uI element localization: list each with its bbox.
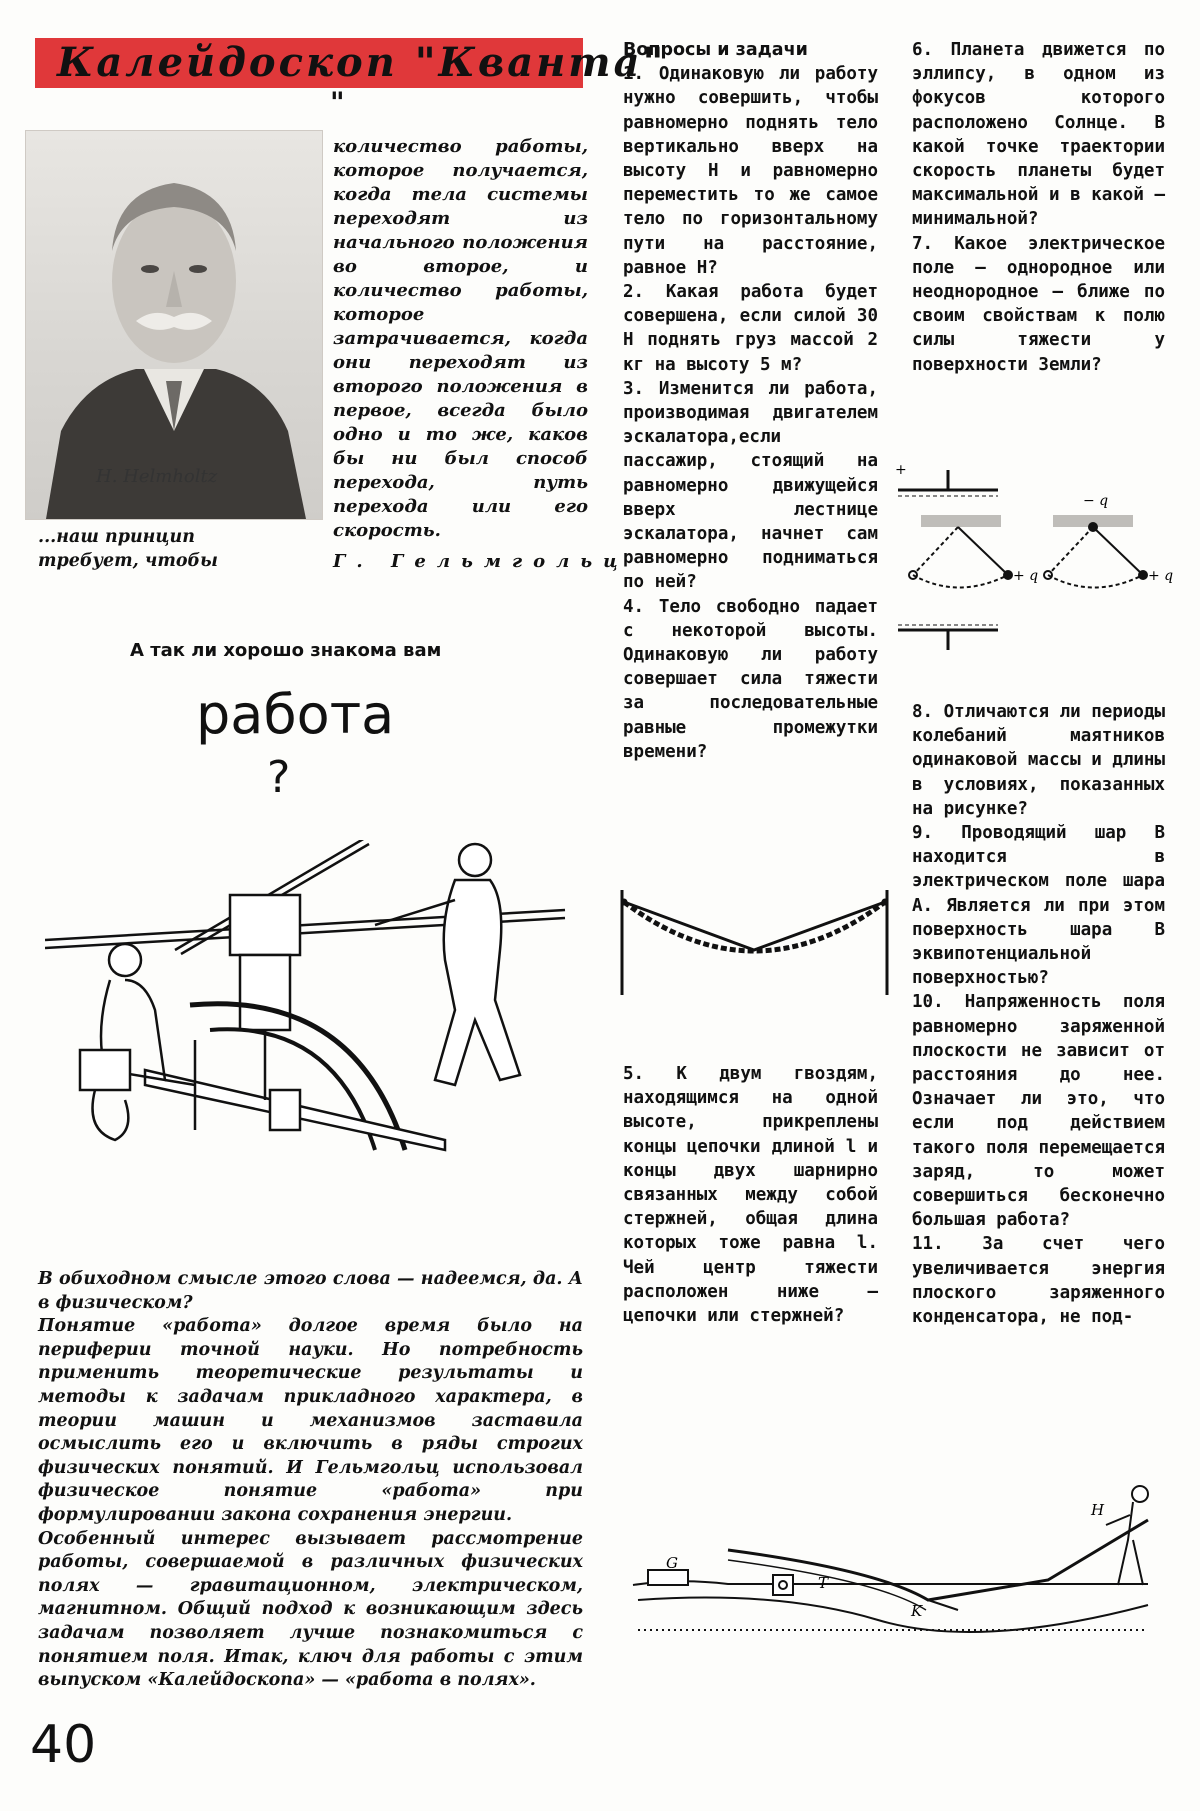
portrait-drawing <box>26 131 322 519</box>
body-paragraph: Понятие «работа» долгое время было на периферии точной науки. Но потребность применить теоретические результаты и методы к задачам прикладного характера, в теории машин и механизмов заставила осмыслить его и включить в ряды строгих физических понятий. И Гельмгольц использовал физическое понятие «работа» при формулировании закона сохранения энергии. <box>38 1316 583 1525</box>
question-item: 1. Одинаковую ли работу нужно совершить, чтобы равномерно поднять тело вертикально вверх на высоту H и равномерно переместить то же самое тело по горизонтальному пути на расстояние, равное H? <box>623 64 878 278</box>
question-item: 10. Напряженность поля равномерно заряженной плоскости не зависит от расстояния до нее. Означает ли это, что если под действием такого поля перемещается заряд, то может совершиться бесконечно большая работа? <box>912 992 1165 1231</box>
helmholtz-quote: количество работы, которое получается, когда тела системы переходят из начального положения во второе, и количество работы, которое затрачивается, когда они переходят из второго положения в первое, всегда было одно и то же, каков бы ни был способ перехода, путь перехода или его скорость. <box>333 136 588 541</box>
question-item: 9. Проводящий шар B находится в электрическом поле шара A. Является ли при этом поверхность шара B эквипотенциальной поверхностью? <box>912 823 1165 989</box>
kaleidoscope-banner <box>35 38 667 88</box>
questions-column-2 <box>912 38 1165 377</box>
plate-plus-sign: + <box>895 462 907 478</box>
label-minus-q: − q <box>1083 493 1109 509</box>
question-item: 3. Изменится ли работа, производимая двигателем эскалатора,если пассажир, стоящий на равномерно движущейся вверх лестнице эскалатора, начнет сам равномерно подниматься по ней? <box>623 378 878 593</box>
title-question-mark: ? <box>267 752 291 803</box>
questions-column-1b <box>623 1062 878 1328</box>
questions-title: Вопросы и задачи <box>623 40 808 60</box>
press-illustration <box>45 840 585 1170</box>
question-item: 8. Отличаются ли периоды колебаний маятников одинаковой массы и длины в условиях, показанных на рисунке? <box>912 702 1165 819</box>
portrait-signature: H. Helmholtz <box>96 466 218 487</box>
banner-title: Калейдоскоп "Кванта" <box>57 39 667 86</box>
helmholtz-portrait <box>25 130 323 520</box>
portrait-caption: ...наш принцип требует, чтобы <box>38 527 218 571</box>
quote-author: Г. Гельмгольц <box>333 551 629 572</box>
question-item: 11. За счет чего увеличивается энергия плоского заряженного конденсатора, не под- <box>912 1234 1165 1328</box>
page-title: работа <box>196 683 395 746</box>
label-G: G <box>666 1554 678 1572</box>
questions-column-1 <box>623 38 878 764</box>
page-number: 40 <box>30 1715 97 1775</box>
pendulum-figure <box>893 460 1178 655</box>
question-item: 5. К двум гвоздям, находящимся на одной высоте, прикреплены концы цепочки длиной l и концы двух шарнирно связанных между собой стержней, общая длина которых тоже равна l. Чей центр тяжести расположен ниже — цепочки или стержней? <box>623 1064 878 1327</box>
label-K: K <box>911 1602 923 1620</box>
lever-water-figure <box>628 1480 1173 1660</box>
question-item: 6. Планета движется по эллипсу, в одном из фокусов которого расположено Солнце. В какой точке траектории скорость планеты будет максимальной и в какой — минимальной? <box>912 40 1165 230</box>
label-plus-q-left: + q <box>1013 568 1039 584</box>
body-paragraph: Особенный интерес вызывает рассмотрение работы, совершаемой в различных физических полях — гравитационном, электрическом, магнитном. Общий подход к возникающим здесь задачам позволяет лучше познакомиться с понятием поля. Итак, ключ для работы с этим выпуском «Калейдоскопа» — «работа в полях». <box>38 1528 583 1691</box>
label-H: H <box>1091 1501 1105 1519</box>
body-paragraph: В обиходном смысле этого слова — надеемся, да. А в физическом? <box>38 1269 583 1313</box>
label-T: T <box>818 1574 829 1592</box>
question-item: 4. Тело свободно падает с некоторой высоты. Одинаковую ли работу совершает сила тяжести за последовательные равные промежутки времени? <box>623 596 878 762</box>
intro-line: А так ли хорошо знакома вам <box>130 640 442 661</box>
label-plus-q-right: + q <box>1148 568 1174 584</box>
question-item: 7. Какое электрическое поле — однородное или неоднородное — ближе по своим свойствам к полю силы тяжести у поверхности Земли? <box>912 233 1165 375</box>
question-item: 2. Какая работа будет совершена, если силой 30 Н поднять груз массой 2 кг на высоту 5 м? <box>623 282 878 375</box>
article-body <box>38 1268 583 1693</box>
chain-rods-figure <box>612 880 897 1000</box>
questions-column-2b <box>912 700 1165 1329</box>
banner-quote-mark: " <box>330 86 345 119</box>
